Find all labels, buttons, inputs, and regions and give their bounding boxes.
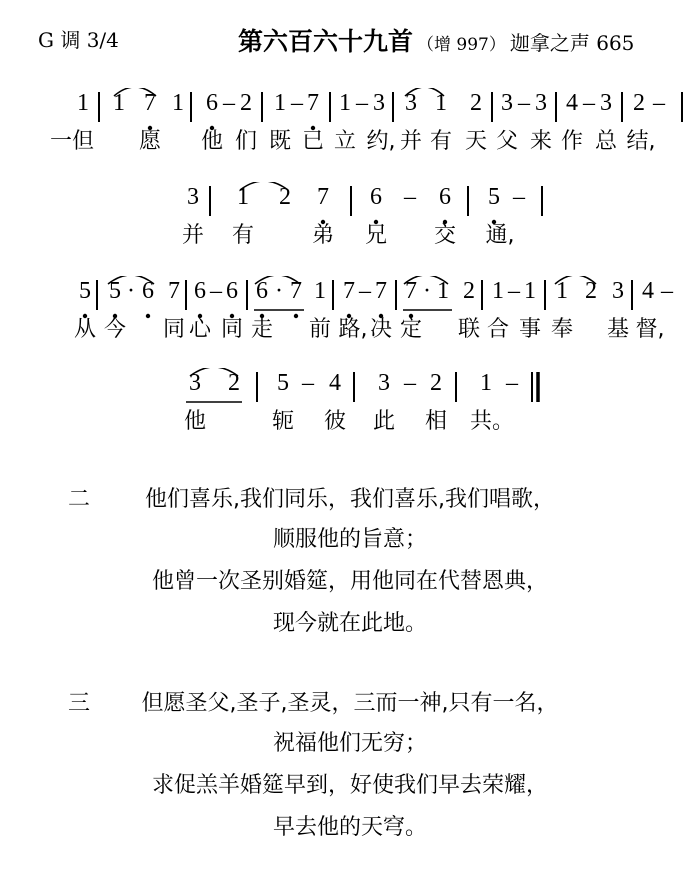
lyric: 愿 — [138, 129, 162, 154]
lyric: 共。 — [469, 409, 515, 434]
score-line-4-marks — [0, 368, 700, 460]
lyric: 弟 — [311, 223, 335, 248]
verse-line: 但愿圣父,圣子,圣灵，三而一神,只有一名， — [141, 691, 559, 716]
dash: – — [661, 278, 673, 304]
octave-dot — [294, 314, 298, 318]
note: 1 — [437, 278, 449, 304]
lyric: 督, — [635, 317, 665, 342]
lyric: 奉 — [550, 317, 574, 342]
note: 1 — [556, 278, 568, 304]
dash: – — [302, 370, 314, 396]
lyric: 父 — [495, 129, 519, 154]
dash: – — [653, 90, 665, 116]
note: 1 — [77, 90, 89, 116]
note: 1 — [113, 90, 125, 116]
note: 3 — [378, 370, 390, 396]
dash: – — [513, 184, 525, 210]
lyric: 作 — [560, 129, 584, 154]
note: 6 — [256, 278, 268, 304]
note: 1 — [492, 278, 504, 304]
dash: – — [291, 90, 303, 116]
hymn-title: 第六百六十九首 — [238, 27, 414, 56]
octave-dot — [146, 314, 150, 318]
dash: – — [210, 278, 222, 304]
score-line-2 — [0, 182, 700, 274]
lyric: 并 — [399, 129, 423, 154]
note: 2 — [279, 184, 291, 210]
note: 6 — [206, 90, 218, 116]
note: 5 — [488, 184, 500, 210]
lyric: 从 — [73, 317, 97, 342]
note: 1 — [314, 278, 326, 304]
lyric: 兄 — [364, 223, 388, 248]
dash: – — [583, 90, 595, 116]
score-line-2-marks — [0, 182, 700, 274]
note: 2 — [463, 278, 475, 304]
dash: – — [404, 370, 416, 396]
lyric: 合 — [486, 317, 510, 342]
note: 7 — [290, 278, 302, 304]
score-line-3 — [0, 276, 700, 368]
lyric: 来 — [529, 129, 553, 154]
score-line-1 — [0, 88, 700, 180]
lyric: 联 — [457, 317, 481, 342]
lyric: 约, — [366, 129, 396, 154]
note: 3 — [535, 90, 547, 116]
lyric: 一但 — [49, 129, 95, 154]
note: 1 — [524, 278, 536, 304]
title-block — [238, 22, 634, 58]
note: 3 — [373, 90, 385, 116]
note: 7 — [144, 90, 156, 116]
note: 1 — [237, 184, 249, 210]
verse-line: 求促羔羊婚筵早到，好使我们早去荣耀， — [151, 773, 548, 798]
dash: – — [356, 90, 368, 116]
lyric: 他 — [183, 409, 207, 434]
lyric: 他 — [200, 129, 224, 154]
note: 2 — [240, 90, 252, 116]
lyric: 交 — [433, 223, 457, 248]
lyric: 彼 — [323, 409, 347, 434]
note: 3 — [189, 370, 201, 396]
note: 5 — [79, 278, 91, 304]
hymn-header — [0, 22, 700, 56]
note: 7 — [343, 278, 355, 304]
lyric: 并 — [181, 223, 205, 248]
lyric: 结, — [626, 129, 656, 154]
note: 3 — [612, 278, 624, 304]
lyric: 总 — [594, 129, 618, 154]
note: 4 — [642, 278, 654, 304]
note: 1 — [172, 90, 184, 116]
note: 7 — [317, 184, 329, 210]
note: 2 — [228, 370, 240, 396]
lyric: 有 — [429, 129, 453, 154]
verse-line: 他们喜乐,我们同乐，我们喜乐,我们唱歌， — [145, 487, 555, 512]
lyric: 走 — [250, 317, 274, 342]
note: 6 — [194, 278, 206, 304]
dot: · — [127, 278, 135, 304]
note: 6 — [370, 184, 382, 210]
lyric: 今 — [103, 317, 127, 342]
note: 5 — [109, 278, 121, 304]
note: 7 — [168, 278, 180, 304]
lyric: 轭 — [271, 409, 295, 434]
lyric: 们 — [234, 129, 258, 154]
note: 5 — [277, 370, 289, 396]
note: 7 — [405, 278, 417, 304]
lyric: 天 — [464, 129, 488, 154]
note: 3 — [600, 90, 612, 116]
lyric: 前 — [308, 317, 332, 342]
note: 1 — [274, 90, 286, 116]
dot: · — [423, 278, 431, 304]
score-line-4 — [0, 368, 700, 460]
note: 3 — [405, 90, 417, 116]
verse-line: 顺服他的旨意； — [272, 527, 427, 552]
note: 2 — [585, 278, 597, 304]
lyric: 既 — [268, 129, 292, 154]
lyric: 心 — [188, 317, 212, 342]
note: 1 — [435, 90, 447, 116]
note: 7 — [375, 278, 387, 304]
verse-number: 三 — [68, 691, 91, 716]
note: 3 — [501, 90, 513, 116]
note: 6 — [439, 184, 451, 210]
note: 4 — [566, 90, 578, 116]
lyric: 已 — [301, 129, 325, 154]
note: 4 — [329, 370, 341, 396]
note: 7 — [307, 90, 319, 116]
lyric: 同 — [220, 317, 244, 342]
verse-line: 他曾一次圣别婚筵，用他同在代替恩典， — [151, 569, 548, 594]
note: 2 — [430, 370, 442, 396]
lyric: 基 — [606, 317, 630, 342]
note: 1 — [480, 370, 492, 396]
lyric: 相 — [424, 409, 448, 434]
verse-number: 二 — [68, 487, 91, 512]
lyric: 立 — [333, 129, 357, 154]
dash: – — [506, 370, 518, 396]
key-time-signature: G 调 3/4 — [38, 28, 119, 52]
verse-line: 祝福他们无穷； — [272, 731, 427, 756]
hymn-reference: （增 997） — [417, 35, 506, 55]
note: 6 — [142, 278, 154, 304]
verse-line: 早去他的天穹。 — [272, 815, 427, 840]
note: 6 — [226, 278, 238, 304]
hymn-source: 迦拿之声 665 — [509, 31, 635, 55]
lyric: 定 — [399, 317, 423, 342]
lyric: 有 — [231, 223, 255, 248]
dash: – — [223, 90, 235, 116]
dot: · — [275, 278, 283, 304]
lyric: 事 — [518, 317, 542, 342]
verse-line: 现今就在此地。 — [272, 611, 427, 636]
lyric: 路, — [338, 317, 368, 342]
note: 1 — [339, 90, 351, 116]
lyric: 此 — [372, 409, 396, 434]
lyric: 同 — [162, 317, 186, 342]
dash: – — [359, 278, 371, 304]
dash: – — [508, 278, 520, 304]
lyric: 通, — [485, 223, 515, 248]
note: 2 — [633, 90, 645, 116]
dash: – — [518, 90, 530, 116]
lyric: 决 — [369, 317, 393, 342]
dash: – — [404, 184, 416, 210]
note: 2 — [470, 90, 482, 116]
note: 3 — [187, 184, 199, 210]
